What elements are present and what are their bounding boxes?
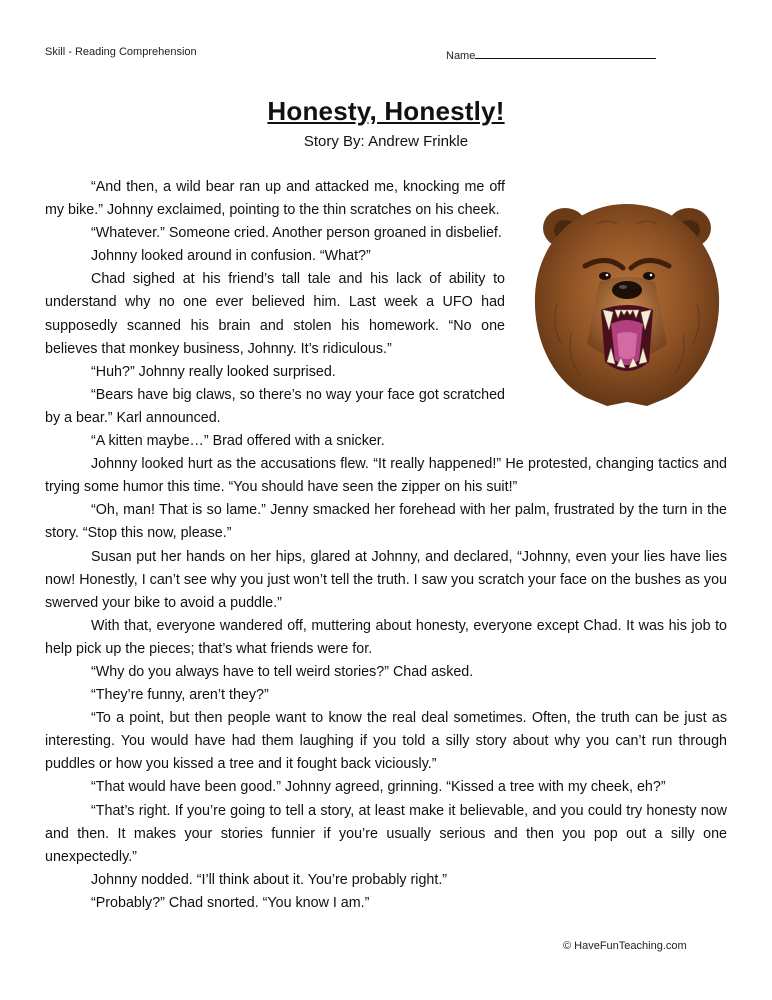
story-paragraph: Johnny looked hurt as the accusations flew. “It really happened!” He protested, changing tactics and trying some humor this time. “You should have seen the zipper on his suit!” <box>45 456 727 496</box>
story-paragraph: “That would have been good.” Johnny agreed, grinning. “Kissed a tree with my cheek, eh?” <box>91 779 666 796</box>
name-field <box>446 46 656 62</box>
story-paragraph: “Bears have big claws, so there’s no way your face got scratched by a bear.” Karl announced. <box>45 386 505 426</box>
story-paragraph: Chad sighed at his friend’s tall tale and his lack of ability to understand why no one ever believed him. Last week a UFO had supposedly scanned his brain and stolen his homework. “No one believes that monkey business, Johnny. It’s ridiculous.” <box>45 271 505 357</box>
story-paragraph: Johnny looked around in confusion. “What?” <box>91 248 371 265</box>
name-blank-line <box>475 46 656 59</box>
story-paragraph: “And then, a wild bear ran up and attacked me, knocking me off my bike.” Johnny exclaimed, pointing to the thin scratches on his cheek. <box>45 179 505 219</box>
story-paragraph: “Huh?” Johnny really looked surprised. <box>91 363 336 380</box>
story-paragraph: “Whatever.” Someone cried. Another person groaned in disbelief. <box>91 225 502 242</box>
story-paragraph: Susan put her hands on her hips, glared at Johnny, and declared, “Johnny, even your lies have lies now! Honestly, I can’t see why you just won’t tell the truth. I saw you scratch your face on the bushes as you swerved your bike to avoid a puddle.” <box>45 548 727 611</box>
story-paragraph: “Probably?” Chad snorted. “You know I am.” <box>91 894 370 911</box>
story-paragraph: “That’s right. If you’re going to tell a story, at least make it believable, and you could try honesty now and then. It makes your stories funnier if you’re usually serious and then you pop out a silly one unexpectedly.” <box>45 802 727 865</box>
copyright-footer: © HaveFunTeaching.com <box>563 940 687 952</box>
story-paragraph: “A kitten maybe…” Brad offered with a snicker. <box>91 433 385 450</box>
story-paragraph: “To a point, but then people want to know the real deal sometimes. Often, the truth can be just as interesting. You would have had them laughing if you told a silly story about why you can’t run through puddles or how you kissed a tree and it fought back viciously.” <box>45 710 727 773</box>
name-label: Name <box>446 50 476 62</box>
story-paragraph: Johnny nodded. “I’ll think about it. You’re probably right.” <box>91 871 448 888</box>
story-paragraph: “Why do you always have to tell weird stories?” Chad asked. <box>91 663 474 680</box>
story-paragraph: With that, everyone wandered off, muttering about honesty, everyone except Chad. It was his job to help pick up the pieces; that’s what friends were for. <box>45 617 727 657</box>
story-paragraph: “They’re funny, aren’t they?” <box>91 687 269 704</box>
story-byline: Story By: Andrew Frinkle <box>303 133 469 150</box>
skill-label: Skill - Reading Comprehension <box>45 46 197 58</box>
story-body <box>45 176 727 915</box>
story-title: Honesty, Honestly! <box>267 96 505 126</box>
story-paragraph: “Oh, man! That is so lame.” Jenny smacked her forehead with her palm, frustrated by the turn in the story. “Stop this now, please.” <box>45 502 727 542</box>
bear-illustration-icon <box>527 184 727 410</box>
